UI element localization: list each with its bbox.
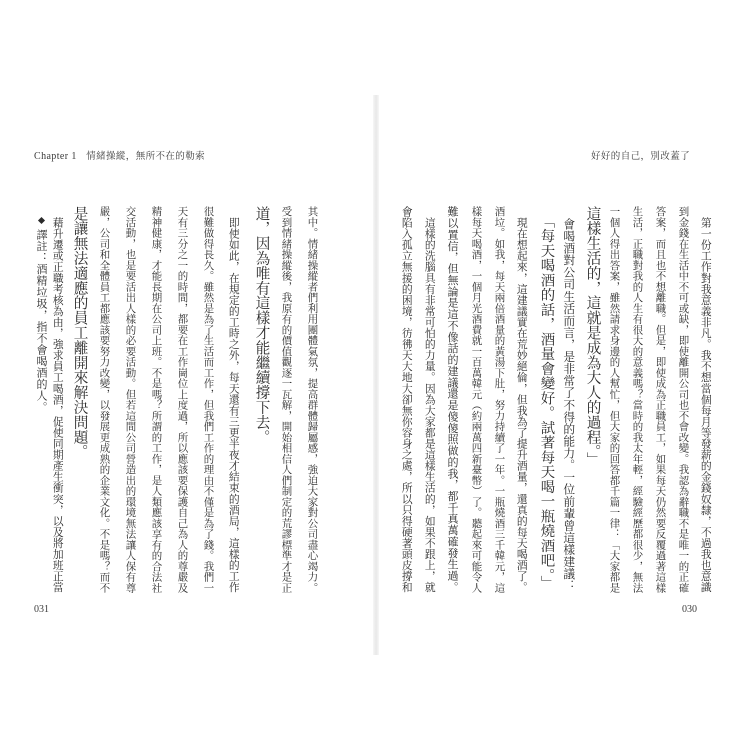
left-running-head bbox=[34, 148, 205, 162]
left-line-10: 是讓無法適應的員工離開來解決問題。 bbox=[71, 206, 89, 460]
chapter-title: 情緒操縱，無所不在的勒索 bbox=[86, 151, 205, 162]
right-page-number: 030 bbox=[682, 604, 697, 615]
right-line-3: 答案，而且也不想離職。但是，即使成為正職員工，如果每天仍然要反覆過著這樣 bbox=[653, 206, 666, 593]
left-page-number: 031 bbox=[34, 604, 49, 615]
right-line-6: 這樣生活的，這就是成為大人的過程。」 bbox=[584, 206, 602, 467]
note-bullet-icon bbox=[37, 217, 44, 224]
right-running-head: 好好的自己，別改蓋了 bbox=[591, 151, 691, 162]
left-line-8: 交活動，也是要活出人樣的必要活動。但若這間公司營造出的環境無法讓人保有尊 bbox=[123, 206, 136, 593]
page-gutter bbox=[373, 95, 379, 655]
right-line-11: 樣每天喝酒，一個月光酒費就一百萬韓元（約兩萬四新臺幣）了。聽起來可能令人 bbox=[469, 206, 482, 593]
right-line-9: 現在想起來，這建議實在荒妙絕倫，但我為了提升酒量，還真的每天喝酒了。 bbox=[515, 206, 529, 593]
left-line-6: 天有三分之一的時間，都要在工作崗位上度過，所以應該要保護自己為人的尊嚴及 bbox=[175, 206, 188, 593]
left-line-5: 很難做得長久。雖然是為了生活而工作，但我們工作的理由不僅是為了錢。我們一 bbox=[201, 206, 214, 593]
right-line-12: 難以置信，但無論是這不像話的建議還是傻傻照做的我，都千真萬確發生過。 bbox=[446, 206, 460, 593]
right-line-10: 酒垃。如我，每天兩倍酒量的黃湯下肚，努力持續了一年。一瓶燒酒三千韓元，這 bbox=[492, 206, 505, 593]
left-line-1: 其中。情緒操縱者們利用團體氣氛，提高群體歸屬感，強迫大家對公司盡心竭力。 bbox=[305, 206, 318, 593]
right-line-7: 會喝酒對公司生活而言，是非常了不得的能力。一位前輩曾這樣建議： bbox=[561, 206, 576, 592]
right-line-4: 生活，正職對我的人生有很大的意義嗎？當時的我太年輕，經驗經歷都很少，無法 bbox=[630, 206, 643, 593]
left-line-9: 嚴，公司和全體員工都應該要努力改變，以發展更成熟的企業文化。不是嗎？而不 bbox=[97, 206, 110, 593]
left-line-7: 精神健康，才能長期在公司上班。不是嗎？所謂的工作，是人類應該享有的合法社 bbox=[149, 206, 162, 593]
left-line-2: 受到情緒操縱後，我原有的價值觀逐一瓦解，開始相信人們制定的荒謬標準才是正 bbox=[279, 206, 292, 593]
translator-note-text: 譯註：酒精垃圾，指不會喝酒的人。 bbox=[35, 229, 48, 413]
right-line-1: 第一份工作對我意義非凡。我不想當個每月等發薪的金錢奴隸，不過我也意識 bbox=[699, 206, 713, 593]
chapter-label: Chapter 1 bbox=[34, 151, 77, 162]
right-line-2: 到金錢在生活中不可或缺，即使離開公司也不會改變。我認為辭職不是唯一的正確 bbox=[676, 206, 689, 593]
right-line-13: 這樣的洗腦具有非常可怕的力量。因為大家都是這樣生活的，如果不跟上，就 bbox=[423, 206, 437, 593]
right-line-14: 會陷入孤立無援的困境，彷彿天大地大卻無你容身之處，所以只得硬著頭皮撐和 bbox=[400, 206, 414, 593]
translator-note bbox=[36, 218, 47, 413]
right-line-8: 「每天喝酒的話，酒量會變好。試著每天喝一瓶燒酒吧。」 bbox=[538, 206, 555, 591]
left-line-3: 道，因為唯有這樣才能繼續撐下去。 bbox=[253, 206, 271, 445]
left-line-4: 即使如此，在規定的工時之外，每天還有三更半夜才結束的酒局，這樣的工作 bbox=[227, 206, 241, 593]
left-line-11: 藉升遷或正職考核為由，強求員工喝酒，促使同期產生衝突，以及將加班正當 bbox=[51, 206, 65, 593]
right-line-5: 一個人得出答案，雖然請求身邊的人幫忙，但大家的回答都千篇一律：「大家都是 bbox=[607, 206, 620, 593]
